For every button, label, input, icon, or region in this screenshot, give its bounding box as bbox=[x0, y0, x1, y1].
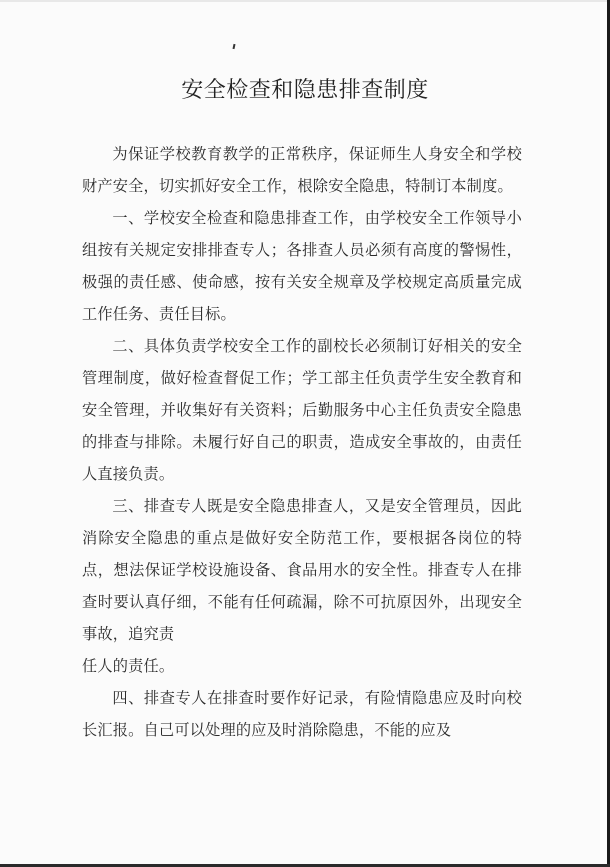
paragraph-intro: 为保证学校教育教学的正常秩序，保证师生人身安全和学校财产安全，切实抓好安全工作，根除安全隐患，特制订本制度。 bbox=[82, 145, 522, 195]
document-body bbox=[82, 138, 522, 746]
paragraph-clause-4: 四、排查专人在排查时要作好记录，有险情隐患应及时向校长汇报。自己可以处理的应及时消除隐患，不能的应及 bbox=[82, 689, 522, 739]
document-title: 安全检查和隐患排查制度 bbox=[181, 78, 429, 103]
scan-speck bbox=[233, 44, 236, 49]
paragraph-clause-3-continued: 任人的责任。 bbox=[82, 657, 175, 675]
paragraph-clause-2: 二、具体负责学校安全工作的副校长必须制订好相关的安全管理制度，做好检查督促工作；学工部主任负责学生安全教育和安全管理，并收集好有关资料；后勤服务中心主任负责安全隐患的排查与排除。未履行好自己的职责，造成安全事故的，由责任人直接负责。 bbox=[82, 337, 522, 483]
scan-edge-top bbox=[0, 0, 610, 2]
paragraph-clause-1: 一、学校安全检查和隐患排查工作，由学校安全工作领导小组按有关规定安排排查专人；各排查人员必须有高度的警惕性，极强的责任感、使命感，按有关安全规章及学校规定高质量完成工作任务、责任目标。 bbox=[82, 209, 522, 323]
paragraph-clause-3: 三、排查专人既是安全隐患排查人，又是安全管理员，因此消除安全隐患的重点是做好安全防范工作，要根据各岗位的特点，想法保证学校设施设备、食品用水的安全性。排查专人在排查时要认真仔细，不能有任何疏漏，除不可抗原因外，出现安全事故，追究责 bbox=[82, 497, 522, 643]
